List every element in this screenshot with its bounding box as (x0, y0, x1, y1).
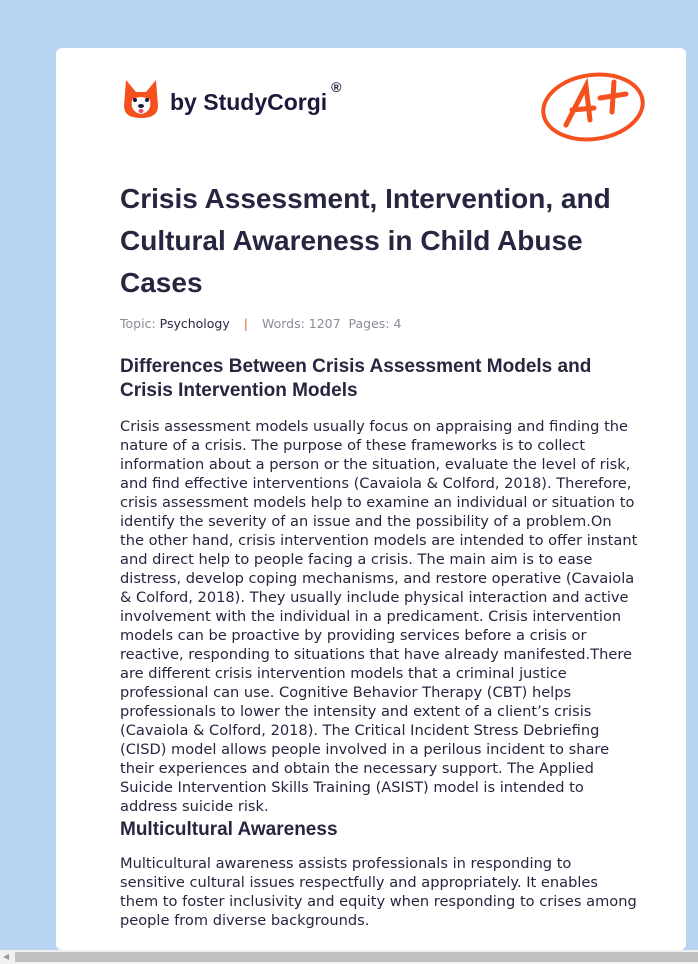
document-card (56, 48, 686, 950)
section-paragraph: Crisis assessment models usually focus on appraising and finding the nature of a crisis. The purpose of these frameworks is to collect information about a person or the situation, evaluate the level of risk, and find effective interventions (Cavaiola & Colford, 2018). Therefore, crisis assessment models help to examine an individual or situation to identify the severity of an issue and the possibility of a problem.On the other hand, crisis intervention models are intended to offer instant and direct help to people facing a crisis. The main aim is to ease distress, develop coping mechanisms, and restore operative (Cavaiola & Colford, 2018). They usually include physical interaction and active involvement with the individual in a predicament. Crisis intervention models can be proactive by providing services before a crisis or reactive, responding to situations that have already manifested.There are different crisis intervention models that a criminal justice professional can use. Cognitive Behavior Therapy (CBT) helps professionals to lower the intensity and extent of a client’s crisis (Cavaiola & Colford, 2018). The Critical Incident Stress Debriefing (CISD) model allows people involved in a perilous incident to share their experiences and obtain the necessary support. The Applied Suicide Intervention Skills Training (ASIST) model is intended to address suicide risk. (120, 418, 638, 815)
corgi-icon (122, 76, 160, 120)
section-heading: Multicultural Awareness (120, 819, 338, 840)
topic-link[interactable]: Psychology (159, 316, 230, 331)
scroll-left-icon[interactable]: ◀ (3, 952, 10, 961)
section-paragraph: Multicultural awareness assists professionals in responding to sensitive cultural issues respectfully and appropriately. It enables them to foster inclusivity and equity when responding to crises among people from diverse backgrounds. (120, 855, 637, 929)
brand-name: by StudyCorgi® (170, 78, 342, 115)
horizontal-scrollbar[interactable] (0, 950, 698, 964)
section-heading: Differences Between Crisis Assessment Models and Crisis Intervention Models (120, 356, 592, 401)
meta-info: Topic: Psychology | Words: 1207 Pages: 4 (120, 316, 402, 331)
a-plus-grade-icon (538, 70, 648, 142)
scrollbar-thumb[interactable] (15, 952, 698, 962)
page-title: Crisis Assessment, Intervention, and Cultural Awareness in Child Abuse Cases (120, 183, 611, 298)
logo[interactable] (122, 76, 342, 120)
